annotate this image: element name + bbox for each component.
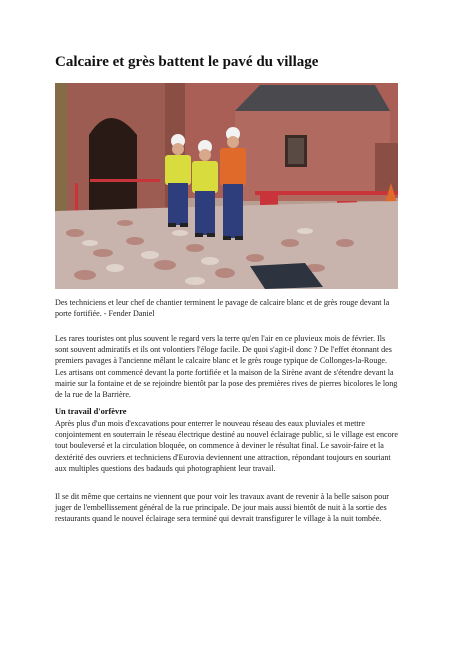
barrier-post (75, 183, 78, 213)
article-photo (55, 83, 398, 289)
photo-caption: Des techniciens et leur chef de chantier terminent le pavage de calcaire blanc et de grès rouge devant la porte fortifiée. - Fender Daniel (55, 298, 390, 318)
barrier-rail (90, 179, 160, 182)
paragraph-closing: Il se dit même que certains ne viennent que pour voir les travaux avant de revenir à la belle saison pour juger de l'embellissement général de la rue principale. De jour mais aussi bientôt de nuit à la sortie des restaurants quand le nouvel éclairage sera terminé qui devrait transfigurer le village à la nuit tombée. (55, 492, 389, 524)
paragraph-intro: Les rares touristes ont plus souvent le regard vers la terre qu'en l'air en ce pluvieux mois de février. Ils sont souvent admiratifs et ils ont volontiers l'éloge facile. De quoi s'agit-il donc ? De l'effet étonnant des premiers pavages à l'ancienne mêlant le calcaire blanc et le grès rouge typique de Collonges-la-Rouge. Les artisans ont commencé devant la porte fortifiée et la maison de la Sirène avant de s'étendre devant la mairie sur la fontaine et de se rejoindre bientôt par la pose des premières rives de pierres bicolores le long de la rue de la Barrière. (55, 334, 398, 400)
slate-roof (235, 85, 390, 111)
photo-illustration (55, 83, 398, 289)
house-facade (235, 111, 390, 201)
gate-arch (89, 118, 137, 213)
article-title: Calcaire et grès battent le pavé du village (55, 54, 319, 70)
paragraph-body: Après plus d'un mois d'excavations pour enterrer le nouveau réseau des eaux pluviales et mettre conjointement en souterrain le réseau électrique destiné au nouvel éclairage public, si le village est encore tout bouleversé et la circulation bloquée, on commence à deviner le résultat final. Le savoir-faire et la dextérité des ouvriers et techniciens d'Eurovia deviennent une attraction, répondant toujours en souriant aux multiples questions des badauds qui photographient leur travail. (55, 419, 398, 473)
house-side (375, 143, 398, 193)
barrier-rail (255, 191, 398, 195)
window-bars (288, 138, 304, 164)
ivy-patch (55, 83, 67, 218)
subheading: Un travail d'orfèvre (55, 407, 127, 416)
